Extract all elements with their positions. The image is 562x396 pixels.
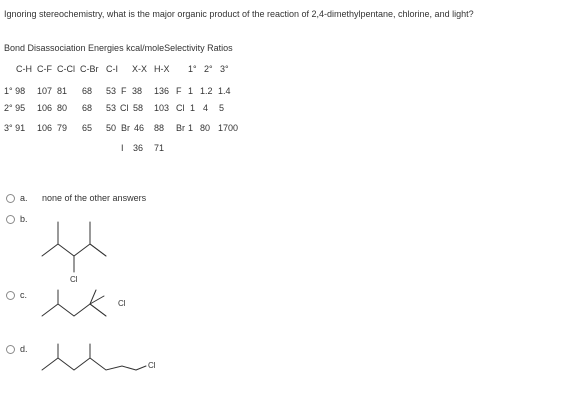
reference-title: Bond Disassociation Energies kcal/moleSelectivity Ratios [4, 43, 233, 53]
header-c-i: C-I [106, 64, 118, 74]
row2-cf: 106 [37, 103, 53, 113]
row2-sel-2: 4 [203, 103, 209, 113]
structure-c-drawing [38, 286, 148, 332]
row2-ci: 53 [106, 103, 117, 113]
row2-sel-x: Cl [176, 103, 185, 113]
row2-sel-1: 1 [190, 103, 196, 113]
structure-b[interactable] [38, 214, 138, 290]
structure-b-drawing [38, 214, 138, 290]
row3-sel-2: 80 [200, 123, 211, 133]
row3-cbr: 65 [82, 123, 93, 133]
structure-d-cl-bond [136, 366, 146, 370]
row3-cf: 106 [37, 123, 53, 133]
row3-ccl: 79 [57, 123, 68, 133]
option-a-letter: a. [20, 193, 28, 203]
option-a-radio[interactable] [6, 194, 15, 203]
row1-xx: 38 [132, 86, 143, 96]
structure-c-main-chain [42, 304, 106, 316]
header-h-x: H-X [154, 64, 170, 74]
structure-d-main-chain [42, 358, 136, 370]
row2-hx: 103 [154, 103, 170, 113]
option-a[interactable] [6, 191, 146, 205]
row2-ccl: 80 [57, 103, 68, 113]
structure-d[interactable] [38, 340, 168, 384]
row4-hx: 71 [154, 143, 165, 153]
header-secondary: 2° [204, 64, 213, 74]
row1-cbr: 68 [82, 86, 93, 96]
row1-cf: 107 [37, 86, 53, 96]
row2-xx: 58 [133, 103, 144, 113]
row1-x: F [121, 86, 127, 96]
structure-d-drawing [38, 340, 168, 384]
row3-ch: 3° 91 [4, 123, 26, 133]
row1-sel-x: F [176, 86, 182, 96]
row4-xx: 36 [133, 143, 144, 153]
row2-cbr: 68 [82, 103, 93, 113]
header-c-cl: C-Cl [57, 64, 75, 74]
question-text: Ignoring stereochemistry, what is the major organic product of the reaction of 2,4-dimethylpentane, chlorine, and light? [4, 9, 474, 19]
header-primary: 1° [188, 64, 197, 74]
row4-x: I [121, 143, 124, 153]
row1-hx: 136 [154, 86, 170, 96]
header-c-f: C-F [37, 64, 52, 74]
header-x-x: X-X [132, 64, 148, 74]
option-c-letter: c. [20, 290, 28, 300]
option-b-radio[interactable] [6, 215, 15, 224]
row3-ci: 50 [106, 123, 117, 133]
header-c-br: C-Br [80, 64, 99, 74]
option-c[interactable] [6, 288, 42, 302]
header-tertiary: 3° [220, 64, 229, 74]
option-d[interactable] [6, 342, 42, 356]
row3-sel-3: 1700 [218, 123, 239, 133]
row2-sel-3: 5 [219, 103, 225, 113]
row2-x: Cl [120, 103, 129, 113]
option-c-radio[interactable] [6, 291, 15, 300]
row1-sel-2: 1.2 [200, 86, 213, 96]
row1-ccl: 81 [57, 86, 68, 96]
structure-c-cl-label: Cl [118, 299, 126, 308]
option-a-text: none of the other answers [42, 193, 147, 203]
option-d-letter: d. [20, 344, 28, 354]
row3-x: Br [121, 123, 130, 133]
option-d-radio[interactable] [6, 345, 15, 354]
option-b[interactable] [6, 212, 42, 226]
row2-ch: 2° 95 [4, 103, 26, 113]
row1-sel-1: 1 [188, 86, 194, 96]
structure-c[interactable] [38, 286, 148, 332]
row3-hx: 88 [154, 123, 165, 133]
row3-sel-1: 1 [188, 123, 194, 133]
row3-sel-x: Br [176, 123, 185, 133]
structure-b-cl-label: Cl [70, 275, 78, 284]
header-c-h: C-H [16, 64, 32, 74]
row1-ci: 53 [106, 86, 117, 96]
structure-b-main-chain [42, 244, 106, 256]
structure-d-cl-label: Cl [148, 361, 156, 370]
row1-sel-3: 1.4 [218, 86, 231, 96]
row1-ch: 1° 98 [4, 86, 26, 96]
row3-xx: 46 [134, 123, 145, 133]
option-b-letter: b. [20, 214, 28, 224]
